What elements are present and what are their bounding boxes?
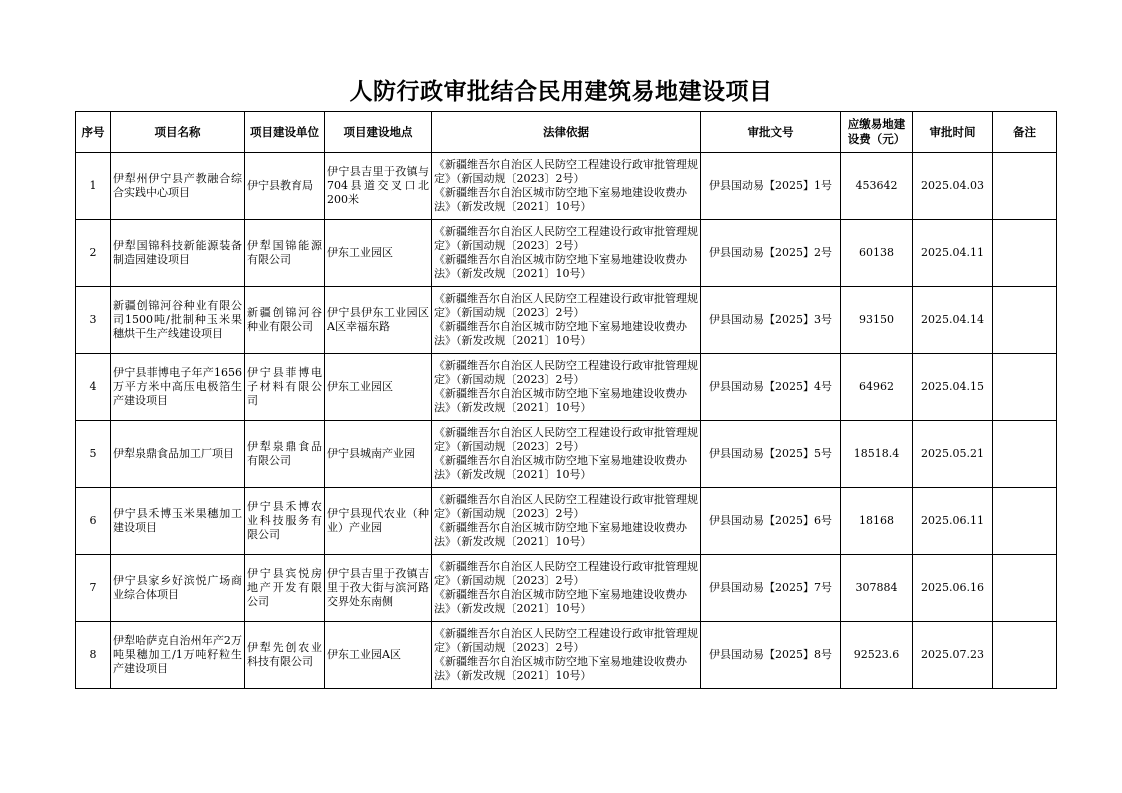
row-location: 伊东工业园区 [325,220,432,287]
row-date: 2025.04.15 [913,354,993,421]
row-law-1: 《新疆维吾尔自治区人民防空工程建设行政审批管理规定》（新国动规〔2023〕2号） [434,359,698,386]
row-unit: 伊宁县菲博电子材料有限公司 [245,354,325,421]
row-seq: 6 [76,488,111,555]
row-doc: 伊县国动易【2025】8号 [701,622,841,689]
row-law-2: 《新疆维吾尔自治区城市防空地下室易地建设收费办法》（新发改规〔2021〕10号） [434,320,687,347]
row-note [993,220,1057,287]
row-note [993,287,1057,354]
row-doc: 伊县国动易【2025】3号 [701,287,841,354]
row-law-1: 《新疆维吾尔自治区人民防空工程建设行政审批管理规定》（新国动规〔2023〕2号） [434,560,698,587]
row-law-1: 《新疆维吾尔自治区人民防空工程建设行政审批管理规定》（新国动规〔2023〕2号） [434,158,698,185]
row-fee: 93150 [841,287,913,354]
row-law [432,354,701,421]
row-note [993,354,1057,421]
row-location: 伊东工业园区 [325,354,432,421]
row-fee: 18168 [841,488,913,555]
row-note [993,555,1057,622]
row-unit: 伊犁国锦能源有限公司 [245,220,325,287]
row-date: 2025.06.11 [913,488,993,555]
header-location: 项目建设地点 [325,112,432,153]
table-row [76,220,1057,287]
row-law [432,220,701,287]
row-note [993,622,1057,689]
row-law-1: 《新疆维吾尔自治区人民防空工程建设行政审批管理规定》（新国动规〔2023〕2号） [434,426,698,453]
row-law [432,488,701,555]
row-project-name: 伊犁州伊宁县产教融合综合实践中心项目 [111,153,245,220]
row-fee: 453642 [841,153,913,220]
row-doc: 伊县国动易【2025】6号 [701,488,841,555]
row-seq: 3 [76,287,111,354]
row-project-name: 新疆创锦河谷种业有限公司1500吨/批制种玉米果穗烘干生产线建设项目 [111,287,245,354]
row-date: 2025.04.11 [913,220,993,287]
page-title: 人防行政审批结合民用建筑易地建设项目 [349,79,773,105]
row-doc: 伊县国动易【2025】7号 [701,555,841,622]
row-law [432,555,701,622]
row-doc: 伊县国动易【2025】1号 [701,153,841,220]
row-unit: 伊宁县教育局 [245,153,325,220]
row-law-1: 《新疆维吾尔自治区人民防空工程建设行政审批管理规定》（新国动规〔2023〕2号） [434,493,698,520]
row-project-name: 伊犁哈萨克自治州年产2万吨果穗加工/1万吨籽粒生产建设项目 [111,622,245,689]
row-date: 2025.06.16 [913,555,993,622]
row-law-2: 《新疆维吾尔自治区城市防空地下室易地建设收费办法》（新发改规〔2021〕10号） [434,521,687,548]
row-fee: 307884 [841,555,913,622]
row-law-2: 《新疆维吾尔自治区城市防空地下室易地建设收费办法》（新发改规〔2021〕10号） [434,186,687,213]
header-doc: 审批文号 [701,112,841,153]
row-unit: 伊宁县禾博农业科技服务有限公司 [245,488,325,555]
row-unit: 新疆创锦河谷种业有限公司 [245,287,325,354]
table-row [76,354,1057,421]
row-project-name: 伊犁国锦科技新能源装备制造园建设项目 [111,220,245,287]
row-seq: 1 [76,153,111,220]
row-seq: 7 [76,555,111,622]
row-seq: 5 [76,421,111,488]
row-note [993,153,1057,220]
row-date: 2025.04.03 [913,153,993,220]
row-law-2: 《新疆维吾尔自治区城市防空地下室易地建设收费办法》（新发改规〔2021〕10号） [434,655,687,682]
row-law [432,421,701,488]
row-law-2: 《新疆维吾尔自治区城市防空地下室易地建设收费办法》（新发改规〔2021〕10号） [434,588,687,615]
row-location: 伊东工业园A区 [325,622,432,689]
row-project-name: 伊宁县菲博电子年产1656万平方米中高压电极箔生产建设项目 [111,354,245,421]
row-date: 2025.07.23 [913,622,993,689]
row-project-name: 伊宁县家乡好滨悦广场商业综合体项目 [111,555,245,622]
table-row [76,421,1057,488]
header-fee: 应缴易地建设费（元） [841,112,913,153]
row-project-name: 伊宁县禾博玉米果穗加工建设项目 [111,488,245,555]
row-seq: 4 [76,354,111,421]
row-law-2: 《新疆维吾尔自治区城市防空地下室易地建设收费办法》（新发改规〔2021〕10号） [434,454,687,481]
row-note [993,488,1057,555]
row-date: 2025.04.14 [913,287,993,354]
row-doc: 伊县国动易【2025】2号 [701,220,841,287]
header-row [76,112,1057,153]
table-row [76,287,1057,354]
header-date: 审批时间 [913,112,993,153]
row-fee: 92523.6 [841,622,913,689]
table-row [76,153,1057,220]
row-law-1: 《新疆维吾尔自治区人民防空工程建设行政审批管理规定》（新国动规〔2023〕2号） [434,292,698,319]
table-row [76,488,1057,555]
row-location: 伊宁县城南产业园 [325,421,432,488]
row-unit: 伊犁泉鼎食品有限公司 [245,421,325,488]
row-location: 伊宁县吉里于孜镇吉里于孜大街与滨河路交界处东南侧 [325,555,432,622]
row-fee: 18518.4 [841,421,913,488]
row-law [432,622,701,689]
row-fee: 60138 [841,220,913,287]
header-note: 备注 [993,112,1057,153]
row-seq: 8 [76,622,111,689]
row-doc: 伊县国动易【2025】5号 [701,421,841,488]
row-law [432,287,701,354]
row-law-1: 《新疆维吾尔自治区人民防空工程建设行政审批管理规定》（新国动规〔2023〕2号） [434,225,698,252]
header-law: 法律依据 [432,112,701,153]
table-row [76,622,1057,689]
row-law-1: 《新疆维吾尔自治区人民防空工程建设行政审批管理规定》（新国动规〔2023〕2号） [434,627,698,654]
row-location: 伊宁县伊东工业园区A区幸福东路 [325,287,432,354]
header-unit: 项目建设单位 [245,112,325,153]
table-row [76,555,1057,622]
row-fee: 64962 [841,354,913,421]
project-table [75,111,1057,689]
row-unit: 伊宁县宾悦房地产开发有限公司 [245,555,325,622]
header-seq: 序号 [76,112,111,153]
row-law-2: 《新疆维吾尔自治区城市防空地下室易地建设收费办法》（新发改规〔2021〕10号） [434,253,687,280]
row-law-2: 《新疆维吾尔自治区城市防空地下室易地建设收费办法》（新发改规〔2021〕10号） [434,387,687,414]
row-note [993,421,1057,488]
row-law [432,153,701,220]
row-seq: 2 [76,220,111,287]
row-doc: 伊县国动易【2025】4号 [701,354,841,421]
header-name: 项目名称 [111,112,245,153]
row-project-name: 伊犁泉鼎食品加工厂项目 [111,421,245,488]
row-unit: 伊犁先创农业科技有限公司 [245,622,325,689]
row-location: 伊宁县吉里于孜镇与704县道交叉口北200米 [325,153,432,220]
row-date: 2025.05.21 [913,421,993,488]
row-location: 伊宁县现代农业（种业）产业园 [325,488,432,555]
